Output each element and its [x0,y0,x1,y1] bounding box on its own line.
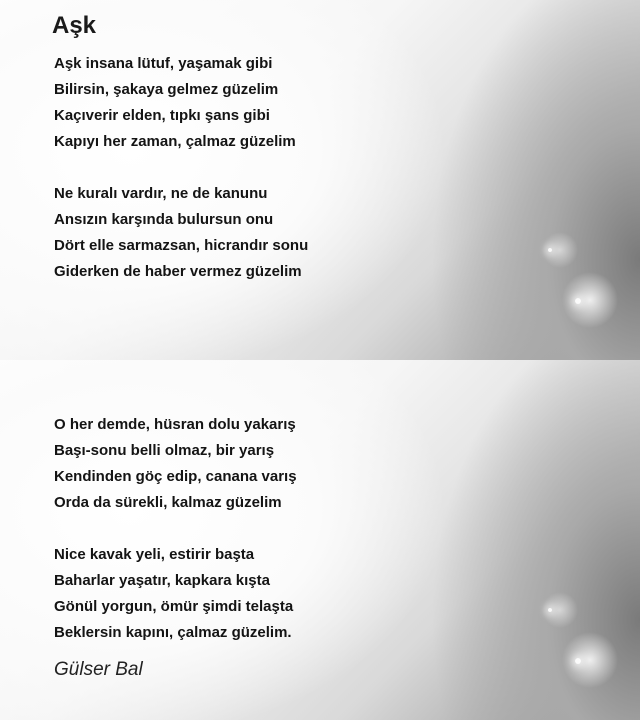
poem-line: Kapıyı her zaman, çalmaz güzelim [54,133,296,150]
poem-author: Gülser Bal [54,659,143,680]
poem-line: Ne kuralı vardır, ne de kanunu [54,185,268,202]
stanza-4 [54,542,293,646]
poem-line: Başı-sonu belli olmaz, bir yarış [54,442,275,459]
stanza-2 [54,181,308,285]
poem-line: Aşk insana lütuf, yaşamak gibi [54,55,273,72]
poem-title: Aşk [52,12,97,39]
poem-line: Baharlar yaşatır, kapkara kışta [54,572,270,589]
poem-line: Ansızın karşında bulursun onu [54,211,274,228]
sparkle-decoration [575,298,581,304]
stanza-1 [54,51,296,155]
sparkle-decoration [548,248,552,252]
poem-line: Kendinden göç edip, canana varış [54,468,297,485]
poem-line: Beklersin kapını, çalmaz güzelim. [54,624,292,641]
sparkle-decoration [548,608,552,612]
poem-line: Kaçıverir elden, tıpkı şans gibi [54,107,270,124]
sparkle-decoration [575,658,581,664]
poem-line: O her demde, hüsran dolu yakarış [54,416,296,433]
poem-line: Gönül yorgun, ömür şimdi telaşta [54,598,294,615]
poem-line: Orda da sürekli, kalmaz güzelim [54,494,282,511]
stanza-3 [54,412,297,516]
poem-card-bottom [0,360,640,720]
poem-line: Giderken de haber vermez güzelim [54,263,302,280]
poem-line: Nice kavak yeli, estirir başta [54,546,255,563]
poem-line: Dört elle sarmazsan, hicrandır sonu [54,237,309,254]
poem-line: Bilirsin, şakaya gelmez güzelim [54,81,279,98]
